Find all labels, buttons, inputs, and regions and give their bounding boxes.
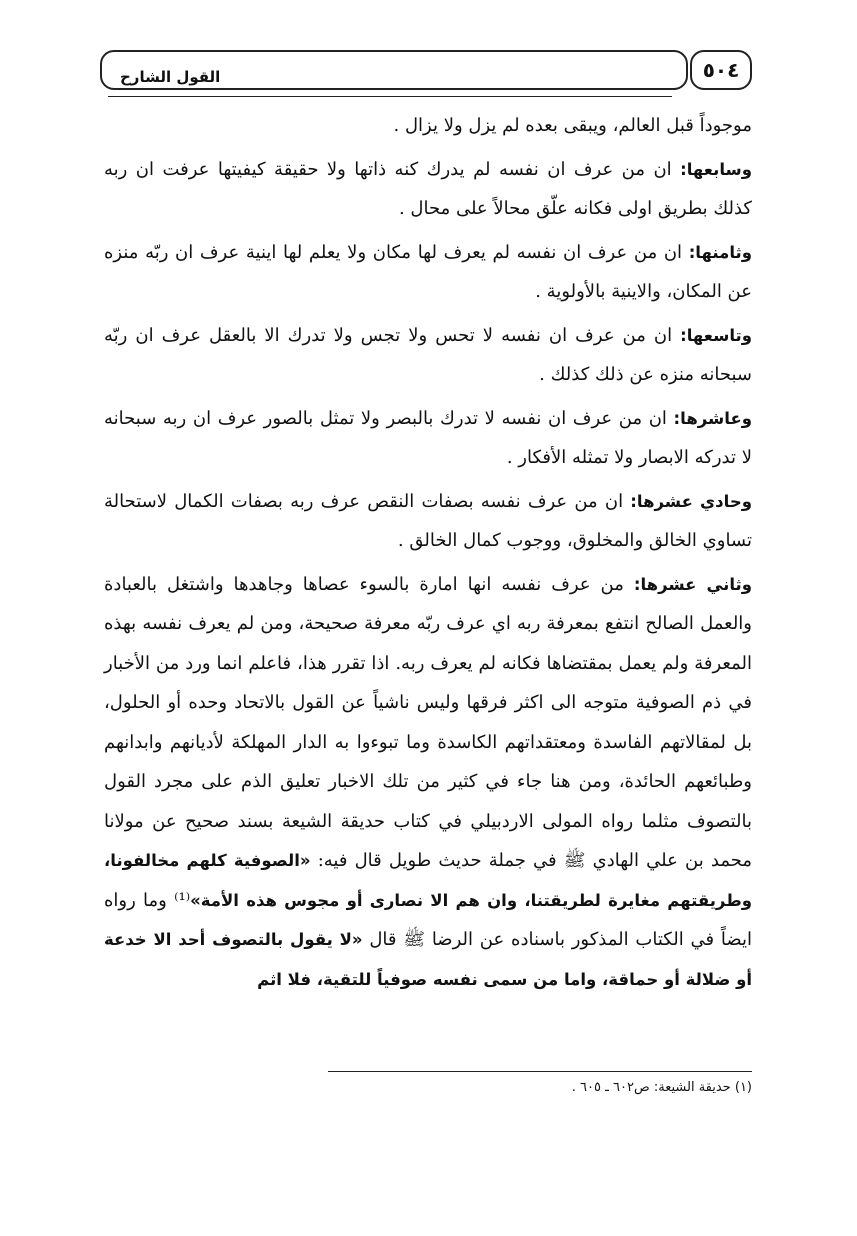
page-number: ٥٠٤	[702, 58, 740, 82]
page-header	[100, 44, 752, 100]
paragraph: وحادي عشرها: ان من عرف نفسه بصفات النقص عرف ربه بصفات الكمال لاستحالة تساوي الخالق والمخلوق، ووجوب كمال الخالق .	[104, 490, 752, 551]
paragraph: وثامنها: ان من عرف ان نفسه لم يعرف لها مكان ولا يعلم لها اينية عرف ان ربّه منزه عن المكان، والاينية بالأولوية .	[104, 241, 752, 302]
footnote-separator	[328, 1071, 752, 1072]
page-number-frame	[690, 50, 752, 90]
paragraph: موجوداً قبل العالم، ويبقى بعده لم يزل ولا يزال .	[393, 115, 752, 136]
main-text	[104, 106, 752, 999]
paragraph: وثاني عشرها: من عرف نفسه انها امارة بالسوء عصاها وجاهدها واشتغل بالعبادة والعمل الصالح انتفع بمعرفة ربه اي عرف ربّه معرفة صحيحة، ومن لم يعرف نفسه بهذه المعرفة ولم يعمل بمقتضاها فكانه لم يعرف ربه. اذا تقرر هذا، فاعلم انما ورد من الأخبار في ذم الصوفية متوجه الى اكثر فرقها وليس ناشياً عن القول بالاتحاد وحده أو الحلول، بل لمقالاتهم الفاسدة ومعتقداتهم الكاسدة وما تبوءوا به الدار المهلكة لأديانهم وابدانهم وطبائعهم الحائدة، ومن هنا جاء في كثير من تلك الاخبار تعليق الذم على مجرد القول بالتصوف مثلما رواه المولى الاردبيلي في كتاب حديقة الشيعة بسند صحيح عن مولانا محمد بن علي الهادي ﷺ في جملة حديث طويل قال فيه: «الصوفية كلهم مخالفونا، وطريقتهم مغايرة لطريقتنا، وان هم الا نصارى أو مجوس هذه الأمة»⁽¹⁾ وما رواه ايضاً في الكتاب المذكور باسناده عن الرضا ﷺ قال «لا يقول بالتصوف أحد الا خدعة أو ضلالة أو حماقة، واما من سمى نفسه صوفياً للتقية، فلا اثم	[104, 573, 753, 989]
paragraph: وعاشرها: ان من عرف ان نفسه لا تدرك بالبصر ولا تمثل بالصور عرف ان ربه سبحانه لا تدركه الابصار ولا تمثله الأفكار .	[104, 407, 752, 468]
paragraph: وسابعها: ان من عرف ان نفسه لم يدرك كنه ذاتها ولا حقيقة كيفيتها عرفت ان ربه كذلك بطريق اولى فكانه علّق محالاً على محال .	[104, 158, 752, 219]
footnote: (١) حديقة الشيعة: ص٦٠٢ ـ ٦٠٥ .	[571, 1080, 752, 1095]
header-rule	[108, 96, 672, 97]
paragraph: وتاسعها: ان من عرف ان نفسه لا تحس ولا تجس ولا تدرك الا بالعقل عرف ان ربّه سبحانه منزه عن ذلك كذلك .	[104, 324, 752, 385]
header-title-frame	[100, 50, 688, 90]
running-title: القول الشارح	[120, 68, 221, 86]
